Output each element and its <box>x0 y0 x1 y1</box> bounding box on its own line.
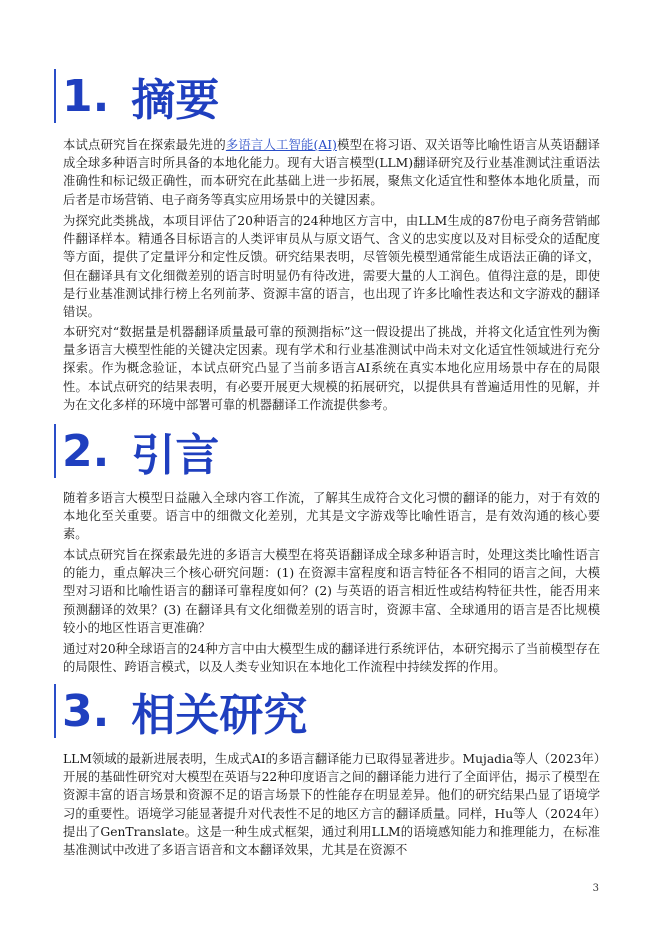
paragraph: 随着多语言大模型日益融入全球内容工作流，了解其生成符合文化习惯的翻译的能力，对于有效的本地化至关重要。语言中的细微文化差别，尤其是文字游戏等比喻性语言，是有效沟通的核心要素。 <box>63 491 600 542</box>
paragraph: 本试点研究旨在探索最先进的多语言大模型在将英语翻译成全球多种语言时，处理这类比喻性语言的能力，重点解决三个核心研究问题：(1) 在资源丰富程度和语言特征各不相同的语言之间，大模型对习语和比喻性语言的翻译可靠程度如何？(2) 与英语的语言相近性或结构特征共性，能否用来预测翻译的效果？(3) 在翻译具有文化细微差别的语言时，资源丰富、全球通用的语言是否比规模较小的地区性语言更准确？ <box>63 548 600 635</box>
paragraph-text: 模型在将习语、双关语等比喻性语言从英语翻译成全球多种语言时所具备的本地化能力。现有大语言模型(LLM)翻译研究及行业基准测试注重语法准确性和标记级正确性，而本研究在此基础上进一步拓展，聚焦文化适宜性和整体本地化质量，而后者是市场营销、电子商务等真实应用场景中的关键因素。 <box>63 138 600 207</box>
ai-link[interactable]: 多语言人工智能(AI) <box>225 138 337 152</box>
page-number: 3 <box>592 883 599 894</box>
paragraph-text: 本试点研究旨在探索最先进的 <box>63 138 226 152</box>
section-heading-abstract <box>54 69 220 126</box>
paragraph <box>63 136 600 209</box>
section-heading-related-work <box>54 684 308 741</box>
section-number: 2. <box>62 425 110 477</box>
section-number: 1. <box>62 70 110 122</box>
section-number: 3. <box>62 685 110 737</box>
paragraph: 通过对20种全球语言的24种方言中由大模型生成的翻译进行系统评估，本研究揭示了当前模型存在的局限性、跨语言模式，以及人类专业知识在本地化工作流程中持续发挥的作用。 <box>63 642 600 675</box>
section-title: 摘要 <box>131 75 220 126</box>
section-heading-introduction <box>54 424 220 481</box>
section-title: 相关研究 <box>131 690 308 741</box>
paragraph: 本研究对“数据量是机器翻译质量最可靠的预测指标”这一假设提出了挑战，并将文化适宜性列为衡量多语言大模型性能的关键决定因素。现有学术和行业基准测试中尚未对文化适宜性领域进行充分探索。作为概念验证，本试点研究凸显了当前多语言AI系统在真实本地化应用场景中存在的局限性。本试点研究的结果表明，有必要开展更大规模的拓展研究，以提供具有普遍适用性的见解，并为在文化多样的环境中部署可靠的机器翻译工作流提供参考。 <box>63 325 600 412</box>
section-title: 引言 <box>131 430 220 481</box>
paragraph: LLM领域的最新进展表明，生成式AI的多语言翻译能力已取得显著进步。Mujadia等人（2023年）开展的基础性研究对大模型在英语与22种印度语言之间的翻译能力进行了全面评估，揭示了模型在资源丰富的语言场景和资源不足的语言场景下的性能存在明显差异。他们的研究结果凸显了语境学习的重要性。语境学习能显著提升对代表性不足的地区方言的翻译质量。同样，Hu等人（2024年）提出了GenTranslate。这是一种生成式框架，通过利用LLM的语境感知能力和推理能力，在标准基准测试中改进了多语言语音和文本翻译效果，尤其是在资源不 <box>63 752 600 858</box>
paragraph: 为探究此类挑战，本项目评估了20种语言的24种地区方言中，由LLM生成的87份电子商务营销邮件翻译样本。精通各目标语言的人类评审员从与原文语气、含义的忠实度以及对目标受众的适配度等方面，提供了定量评分和定性反馈。研究结果表明，尽管领先模型通常能生成语法正确的译文，但在翻译具有文化细微差别的语言时明显仍有待改进，需要大量的人工润色。值得注意的是，即使是行业基准测试排行榜上名列前茅、资源丰富的语言，也出现了许多比喻性表达和文字游戏的翻译错误。 <box>63 214 600 320</box>
